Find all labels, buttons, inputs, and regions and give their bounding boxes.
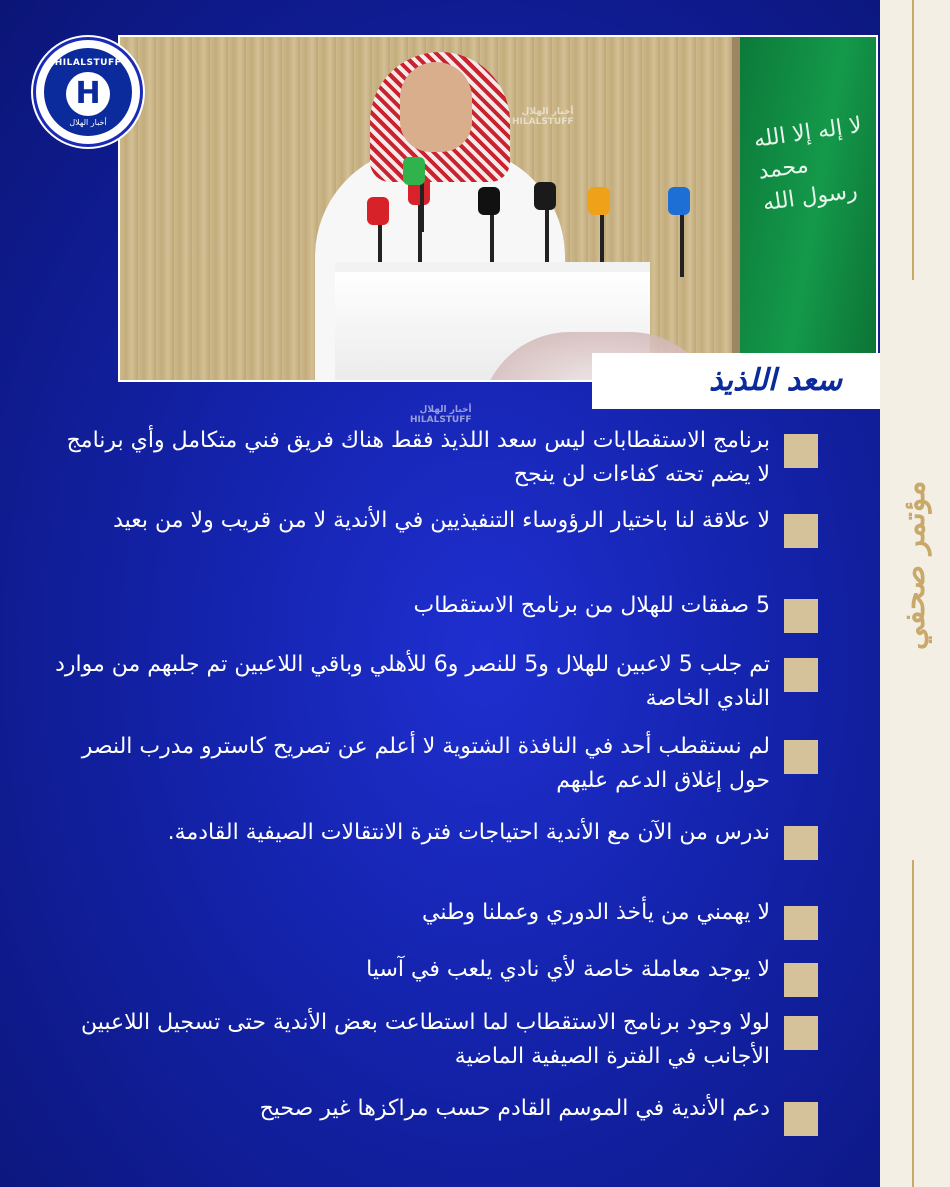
statement-item — [50, 896, 820, 940]
statement-text: ندرس من الآن مع الأندية احتياجات فترة الانتقالات الصيفية القادمة. — [167, 820, 770, 845]
statement-text: لولا وجود برنامج الاستقطاب لما استطاعت بعض الأندية حتى تسجيل اللاعبين الأجانب في الفترة الصيفية الماضية — [81, 1010, 770, 1069]
microphone-icon — [403, 157, 425, 185]
press-conference-photo — [118, 35, 878, 382]
bullet-square-icon — [784, 740, 818, 774]
statement-text: لا يهمني من يأخذ الدوري وعملنا وطني — [421, 900, 770, 925]
statement-text: 5 صفقات للهلال من برنامج الاستقطاب — [413, 593, 770, 618]
logo-brand: HILALSTUFF — [54, 58, 122, 68]
statement-item — [50, 1092, 820, 1136]
flag-text: لا إله إلا الله محمد رسول الله — [752, 112, 864, 217]
statement-item — [50, 730, 820, 798]
side-title: مؤتمر صحفي — [897, 480, 932, 650]
statement-item — [50, 504, 820, 548]
statement-item — [50, 816, 820, 860]
speaker-name-box — [592, 353, 880, 409]
microphone-icon — [534, 182, 556, 210]
statement-text: لا علاقة لنا باختيار الرؤوساء التنفيذيين في الأندية لا من قريب ولا من بعيد — [113, 508, 770, 533]
side-divider-bottom — [912, 860, 914, 1187]
watermark-line-arabic: أخبار الهلال — [521, 107, 574, 117]
microphone-icon — [367, 197, 389, 225]
logo-badge — [44, 48, 132, 136]
microphone-icon — [478, 187, 500, 215]
saudi-flag — [740, 37, 878, 382]
side-divider-top — [912, 0, 914, 280]
bullet-square-icon — [784, 1102, 818, 1136]
statement-text: تم جلب 5 لاعبين للهلال و5 للنصر و6 للأهلي وباقي اللاعبين تم جلبهم من موارد النادي الخاصة — [55, 652, 770, 711]
statement-item — [50, 589, 820, 633]
bullet-square-icon — [784, 1016, 818, 1050]
bullet-square-icon — [784, 514, 818, 548]
statement-item — [50, 953, 820, 997]
speaker-name: سعد اللذيذ — [708, 363, 842, 398]
flag-pole — [732, 37, 740, 382]
watermark — [512, 107, 574, 127]
statement-item — [50, 424, 820, 492]
watermark-line-arabic: أخبار الهلال — [419, 405, 472, 415]
statement-item — [50, 1006, 820, 1074]
watermark-line-latin: HILALSTUFF — [512, 117, 574, 127]
bullet-square-icon — [784, 434, 818, 468]
statement-text: لا يوجد معاملة خاصة لأي نادي يلعب في آسيا — [366, 957, 770, 982]
microphone-icon — [588, 187, 610, 215]
bullet-square-icon — [784, 599, 818, 633]
logo-h-icon: H — [66, 72, 110, 116]
microphone-icon — [668, 187, 690, 215]
statement-item — [50, 648, 820, 716]
logo-subtitle: أخبار الهلال — [69, 118, 107, 127]
bullet-square-icon — [784, 658, 818, 692]
bullet-square-icon — [784, 906, 818, 940]
statement-text: دعم الأندية في الموسم القادم حسب مراكزها غير صحيح — [259, 1096, 770, 1121]
statement-text: برنامج الاستقطابات ليس سعد اللذيذ فقط هناك فريق فني متكامل وأي برنامج لا يضم تحته كفاءات لن ينجح — [66, 428, 770, 487]
watermark-line-latin: HILALSTUFF — [410, 415, 472, 425]
hilalstuff-logo — [36, 40, 140, 144]
bullet-square-icon — [784, 826, 818, 860]
speaker-face — [400, 62, 472, 152]
watermark — [410, 405, 472, 425]
bullet-square-icon — [784, 963, 818, 997]
statement-text: لم نستقطب أحد في النافذة الشتوية لا أعلم عن تصريح كاسترو مدرب النصر حول إغلاق الدعم عليهم — [81, 734, 770, 793]
mic-stem — [680, 207, 684, 277]
